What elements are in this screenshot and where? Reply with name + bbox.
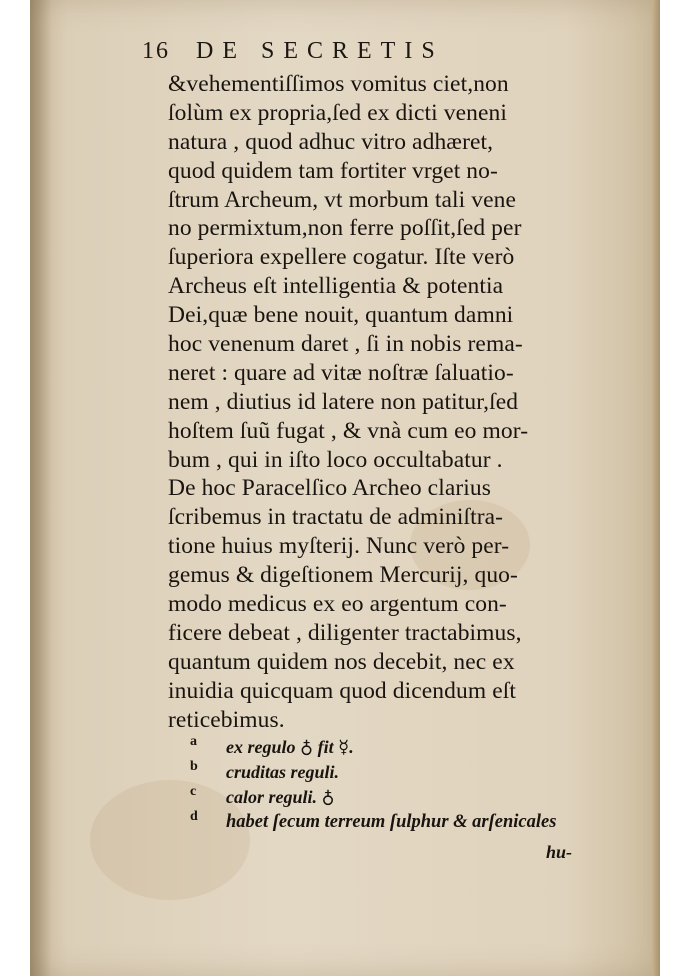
marginal-notes bbox=[190, 735, 600, 835]
main-text bbox=[168, 70, 588, 734]
note-text: cruditas reguli. bbox=[226, 762, 340, 782]
text-line: tione huius myſterij. Nunc verò per- bbox=[168, 533, 510, 560]
text-line: ſtrum Archeum, vt morbum tali vene bbox=[168, 186, 516, 213]
text-line: neret : quare ad vitæ noſtræ ſaluatio- bbox=[168, 359, 514, 386]
text-line: ſolùm ex propria,ſed ex dicti veneni bbox=[168, 99, 508, 126]
note-marker: b bbox=[190, 759, 198, 774]
text-line: ſcribemus in tractatu de adminiſtra- bbox=[168, 504, 504, 531]
running-header bbox=[142, 36, 562, 66]
text-line: bum , qui in iſto loco occultabatur . bbox=[168, 446, 503, 473]
text-line: quod quidem tam fortiter vrget no- bbox=[168, 157, 498, 184]
running-title: DE SECRETIS bbox=[196, 38, 444, 64]
text-line: De hoc Paracelſico Archeo clarius bbox=[168, 475, 492, 502]
text-line: ſuperiora expellere cogatur. Iſte verò bbox=[168, 244, 515, 271]
page-number: 16 bbox=[142, 38, 170, 64]
note-marker: c bbox=[190, 784, 197, 799]
note-marker: d bbox=[190, 809, 198, 824]
text-line: reticebimus. bbox=[168, 706, 285, 733]
catchword: hu- bbox=[546, 842, 573, 862]
text-line: &vehementiſſimos vomitus ciet,non bbox=[168, 71, 509, 97]
text-line: hoc venenum daret , ſi in nobis rema- bbox=[168, 331, 523, 358]
note-text: calor reguli. ♁ bbox=[226, 787, 335, 807]
text-line: modo medicus ex eo argentum con- bbox=[168, 591, 507, 618]
page-edge bbox=[652, 0, 660, 976]
note-text: ex regulo ♁ fit ☿. bbox=[226, 737, 354, 757]
text-line: inuidia quicquam quod dicendum eſt bbox=[168, 677, 516, 704]
text-line: quantum quidem nos decebit, nec ex bbox=[168, 648, 515, 675]
text-line: nem , diutius id latere non patitur,ſed bbox=[168, 388, 519, 415]
text-line: gemus & digeſtionem Mercurij, quo- bbox=[168, 562, 518, 589]
note-text: habet ſecum terreum ſulphur & arſenicales bbox=[226, 812, 557, 832]
note-d bbox=[190, 810, 600, 835]
text-line: hoſtem ſuũ fugat , & vnà cum eo mor- bbox=[168, 417, 529, 444]
note-a bbox=[190, 735, 600, 760]
text-line: Dei,quæ bene nouit, quantum damni bbox=[168, 302, 514, 329]
text-line: ficere debeat , diligenter tractabimus, bbox=[168, 619, 522, 646]
note-c bbox=[190, 785, 600, 810]
text-line: no permixtum,non ferre poſſit,ſed per bbox=[168, 215, 522, 242]
spine-shadow bbox=[30, 0, 52, 976]
text-line: Archeus eſt intelligentia & potentia bbox=[168, 273, 504, 300]
note-b bbox=[190, 760, 600, 785]
note-marker: a bbox=[190, 734, 197, 749]
text-line: natura , quod adhuc vitro adhæret, bbox=[168, 128, 494, 155]
